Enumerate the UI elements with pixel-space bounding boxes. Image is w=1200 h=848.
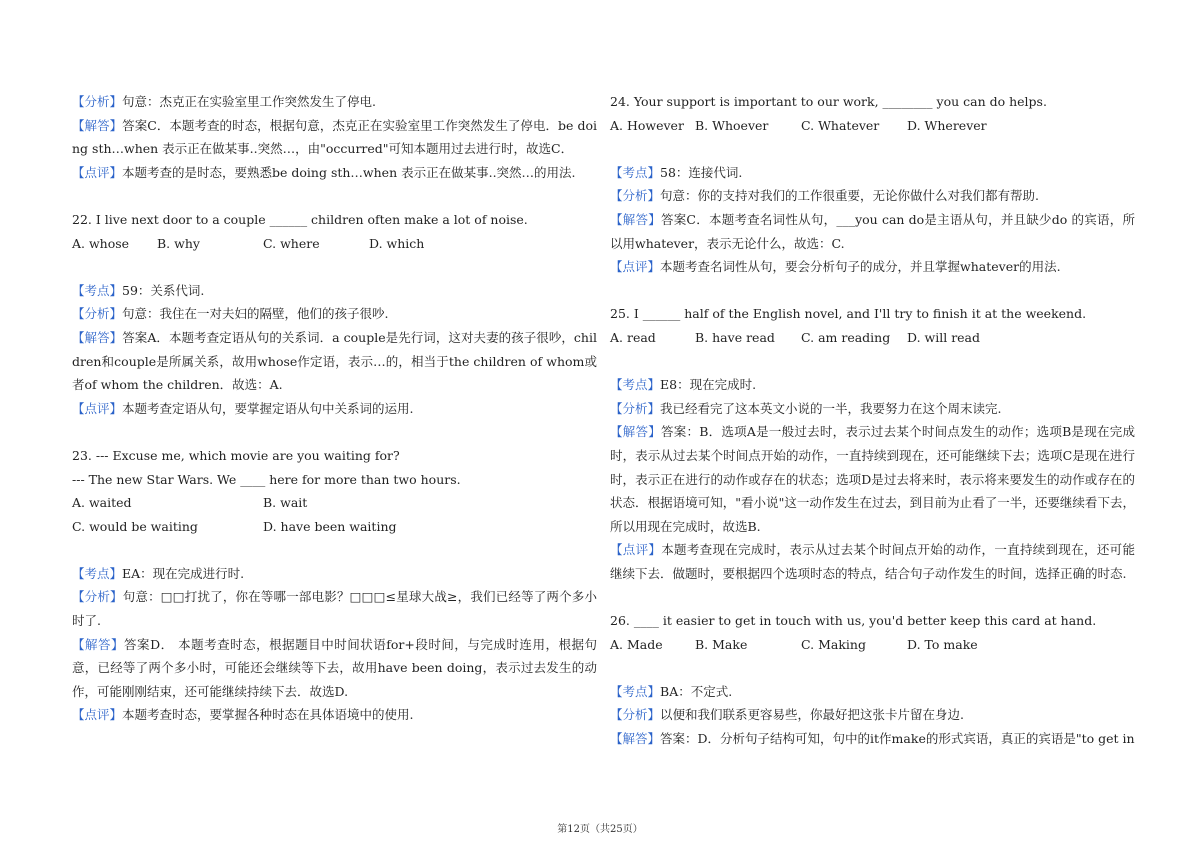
- answer-text: 答案C．本题考查的时态，根据句意，杰克正在实验室里工作突然发生了停电．be doing sth…when 表示正在做某事..突然…，由"occurred"可知本题用过去进行时，故选C．: [72, 117, 597, 157]
- q26-options: [610, 633, 1135, 657]
- keypoint-tag: 【考点】: [610, 164, 661, 180]
- q22-option-c: C. where: [263, 235, 320, 251]
- q25-option-b: B. have read: [695, 329, 775, 345]
- q22-option-b: B. why: [157, 235, 200, 251]
- analysis-tag: 【分析】: [72, 306, 123, 322]
- answer-text: 答案：B．选项A是一般过去时，表示过去某个时间点发生的动作；选项B是现在完成时，表示从过去某个时间点开始的动作，一直持续到现在，还可能继续下去；选项C是现在进行时，表示正在进行的动作或存在的状态；选项D是过去将来时，表示将来要发生的动作或存在的状态．根据语境可知，"看小说"这一动作发生在过去，到目前为止看了一半，还要继续看下去，所以用现在完成时，故选B.: [610, 424, 1135, 534]
- answer-tag: 【解答】: [610, 424, 661, 440]
- q23-stem-line2: --- The new Star Wars. We ____ here for more than two hours.: [72, 471, 461, 487]
- analysis-text: 句意：我住在一对夫妇的隔壁，他们的孩子很吵.: [122, 306, 389, 322]
- q24-comment: [610, 255, 1135, 279]
- q26-option-a: A. Made: [610, 636, 663, 652]
- q21-answer: [72, 114, 597, 161]
- left-column: [72, 90, 597, 727]
- comment-tag: 【点评】: [72, 400, 123, 416]
- analysis-text: 句意：□□打扰了，你在等哪一部电影？□□□≤星球大战≥，我们已经等了两个多小时了.: [72, 589, 597, 629]
- comment-text: 本题考查定语从句，要掌握定语从句中关系词的运用.: [122, 400, 414, 416]
- q23-answer: [72, 633, 597, 704]
- q23-analysis: [72, 585, 597, 632]
- q25-option-d: D. will read: [907, 329, 981, 345]
- q24-answer: [610, 208, 1135, 255]
- analysis-tag: 【分析】: [72, 94, 123, 109]
- page-footer: 第12页（共25页）: [557, 824, 643, 835]
- q26-answer: [610, 727, 1135, 751]
- q24-keypoint: [610, 161, 1135, 185]
- analysis-text: 句意：杰克正在实验室里工作突然发生了停电.: [122, 94, 376, 109]
- spacer: [72, 184, 597, 208]
- q26-analysis: [610, 703, 1135, 727]
- analysis-text: 以便和我们联系更容易些，你最好把这张卡片留在身边.: [660, 707, 964, 723]
- comment-tag: 【点评】: [610, 259, 661, 275]
- analysis-text: 我已经看完了这本英文小说的一半，我要努力在这个周末读完.: [660, 400, 1002, 416]
- keypoint-tag: 【考点】: [610, 377, 661, 393]
- answer-tag: 【解答】: [72, 329, 123, 345]
- q25-option-c: C. am reading: [801, 329, 891, 345]
- q26-option-c: C. Making: [801, 636, 866, 652]
- analysis-tag: 【分析】: [610, 400, 661, 416]
- q22-answer: [72, 326, 597, 397]
- q23-options-row2: [72, 515, 597, 539]
- spacer: [72, 255, 597, 279]
- q23-options-row1: [72, 491, 597, 515]
- comment-tag: 【点评】: [72, 707, 123, 723]
- q22-stem: 22. I live next door to a couple ______ children often make a lot of noise.: [72, 211, 528, 227]
- q22-comment: [72, 397, 597, 421]
- q23-stem-line1: 23. --- Excuse me, which movie are you waiting for?: [72, 447, 400, 463]
- q23-keypoint: [72, 562, 597, 586]
- q26-option-b: B. Make: [695, 636, 748, 652]
- q22-option-d: D. which: [369, 235, 425, 251]
- q24-option-c: C. Whatever: [801, 117, 880, 133]
- answer-text: 答案A．本题考查定语从句的关系词．a couple是先行词，这对夫妻的孩子很吵，children和couple是所属关系，故用whose作定语，表示…的，相当于the children of whom或者of whom the children．故选：A.: [72, 329, 597, 393]
- keypoint-text: BA：不定式.: [660, 683, 733, 699]
- q25-options: [610, 326, 1135, 350]
- q25-option-a: A. read: [610, 329, 656, 345]
- keypoint-tag: 【考点】: [72, 282, 123, 298]
- q22-analysis: [72, 302, 597, 326]
- spacer: [610, 137, 1135, 161]
- comment-text: 本题考查的是时态，要熟悉be doing sth…when 表示正在做某事..突然…的用法.: [122, 164, 576, 180]
- q24-analysis: [610, 184, 1135, 208]
- right-column: [610, 90, 1135, 751]
- q24-options: [610, 114, 1135, 138]
- answer-tag: 【解答】: [610, 211, 661, 227]
- q22-keypoint: [72, 279, 597, 303]
- q25-stem: 25. I ______ half of the English novel, and I'll try to finish it at the weekend.: [610, 306, 1087, 322]
- analysis-text: 句意：你的支持对我们的工作很重要，无论你做什么对我们都有帮助.: [660, 188, 1039, 204]
- analysis-tag: 【分析】: [610, 707, 661, 723]
- analysis-tag: 【分析】: [610, 188, 661, 204]
- keypoint-text: 58：连接代词.: [660, 164, 743, 180]
- comment-text: 本题考查现在完成时，表示从过去某个时间点开始的动作，一直持续到现在，还可能继续下去．做题时，要根据四个选项时态的特点，结合句子动作发生的时间，选择正确的时态.: [610, 542, 1135, 581]
- keypoint-tag: 【考点】: [610, 683, 661, 699]
- q21-comment: [72, 161, 597, 185]
- q25-comment: [610, 538, 1135, 585]
- comment-tag: 【点评】: [610, 542, 662, 558]
- q23-option-c: C. would be waiting: [72, 518, 198, 534]
- spacer: [72, 538, 597, 562]
- q24-option-b: B. Whoever: [695, 117, 769, 133]
- q26-keypoint: [610, 680, 1135, 704]
- spacer: [610, 585, 1135, 609]
- keypoint-text: E8：现在完成时.: [660, 377, 757, 393]
- q24-option-a: A. However: [610, 117, 684, 133]
- keypoint-text: 59：关系代词.: [122, 282, 205, 298]
- comment-text: 本题考查时态，要掌握各种时态在具体语境中的使用.: [122, 707, 414, 723]
- q25-keypoint: [610, 373, 1135, 397]
- spacer: [610, 279, 1135, 303]
- answer-text: 答案C．本题考查名词性从句，___you can do是主语从句，并且缺少do 的宾语，所以用whatever，表示无论什么，故选：C.: [610, 211, 1135, 251]
- q22-option-a: A. whose: [72, 235, 130, 251]
- spacer: [72, 420, 597, 444]
- spacer: [610, 350, 1135, 374]
- q26-stem: 26. ____ it easier to get in touch with us, you'd better keep this card at hand.: [610, 613, 1097, 629]
- q21-analysis: [72, 90, 597, 114]
- q26-option-d: D. To make: [907, 636, 978, 652]
- q23-option-b: B. wait: [263, 495, 308, 511]
- comment-text: 本题考查名词性从句，要会分析句子的成分，并且掌握whatever的用法.: [660, 259, 1061, 275]
- q22-options: [72, 232, 597, 256]
- spacer: [610, 656, 1135, 680]
- answer-tag: 【解答】: [72, 636, 125, 652]
- q23-option-a: A. waited: [72, 495, 132, 511]
- q24-option-d: D. Wherever: [907, 117, 987, 133]
- q23-comment: [72, 703, 597, 727]
- q23-option-d: D. have been waiting: [263, 518, 397, 534]
- analysis-tag: 【分析】: [72, 589, 123, 605]
- keypoint-text: EA：现在完成进行时.: [122, 565, 245, 581]
- answer-text: 答案：D．分析句子结构可知，句中的it作make的形式宾语，真正的宾语是"to get in: [660, 731, 1135, 747]
- comment-tag: 【点评】: [72, 164, 123, 180]
- q25-answer: [610, 420, 1135, 538]
- keypoint-tag: 【考点】: [72, 565, 123, 581]
- q25-analysis: [610, 397, 1135, 421]
- answer-tag: 【解答】: [610, 731, 661, 747]
- q24-stem: 24. Your support is important to our work, ________ you can do helps.: [610, 94, 1047, 109]
- answer-tag: 【解答】: [72, 117, 123, 133]
- answer-text: 答案D． 本题考查时态，根据题目中时间状语for+段时间，与完成时连用，根据句意，已经等了两个多小时，可能还会继续等下去，故用have been doing，表示过去发生的动作，可能刚刚结束，还可能继续持续下去．故选D.: [72, 636, 597, 699]
